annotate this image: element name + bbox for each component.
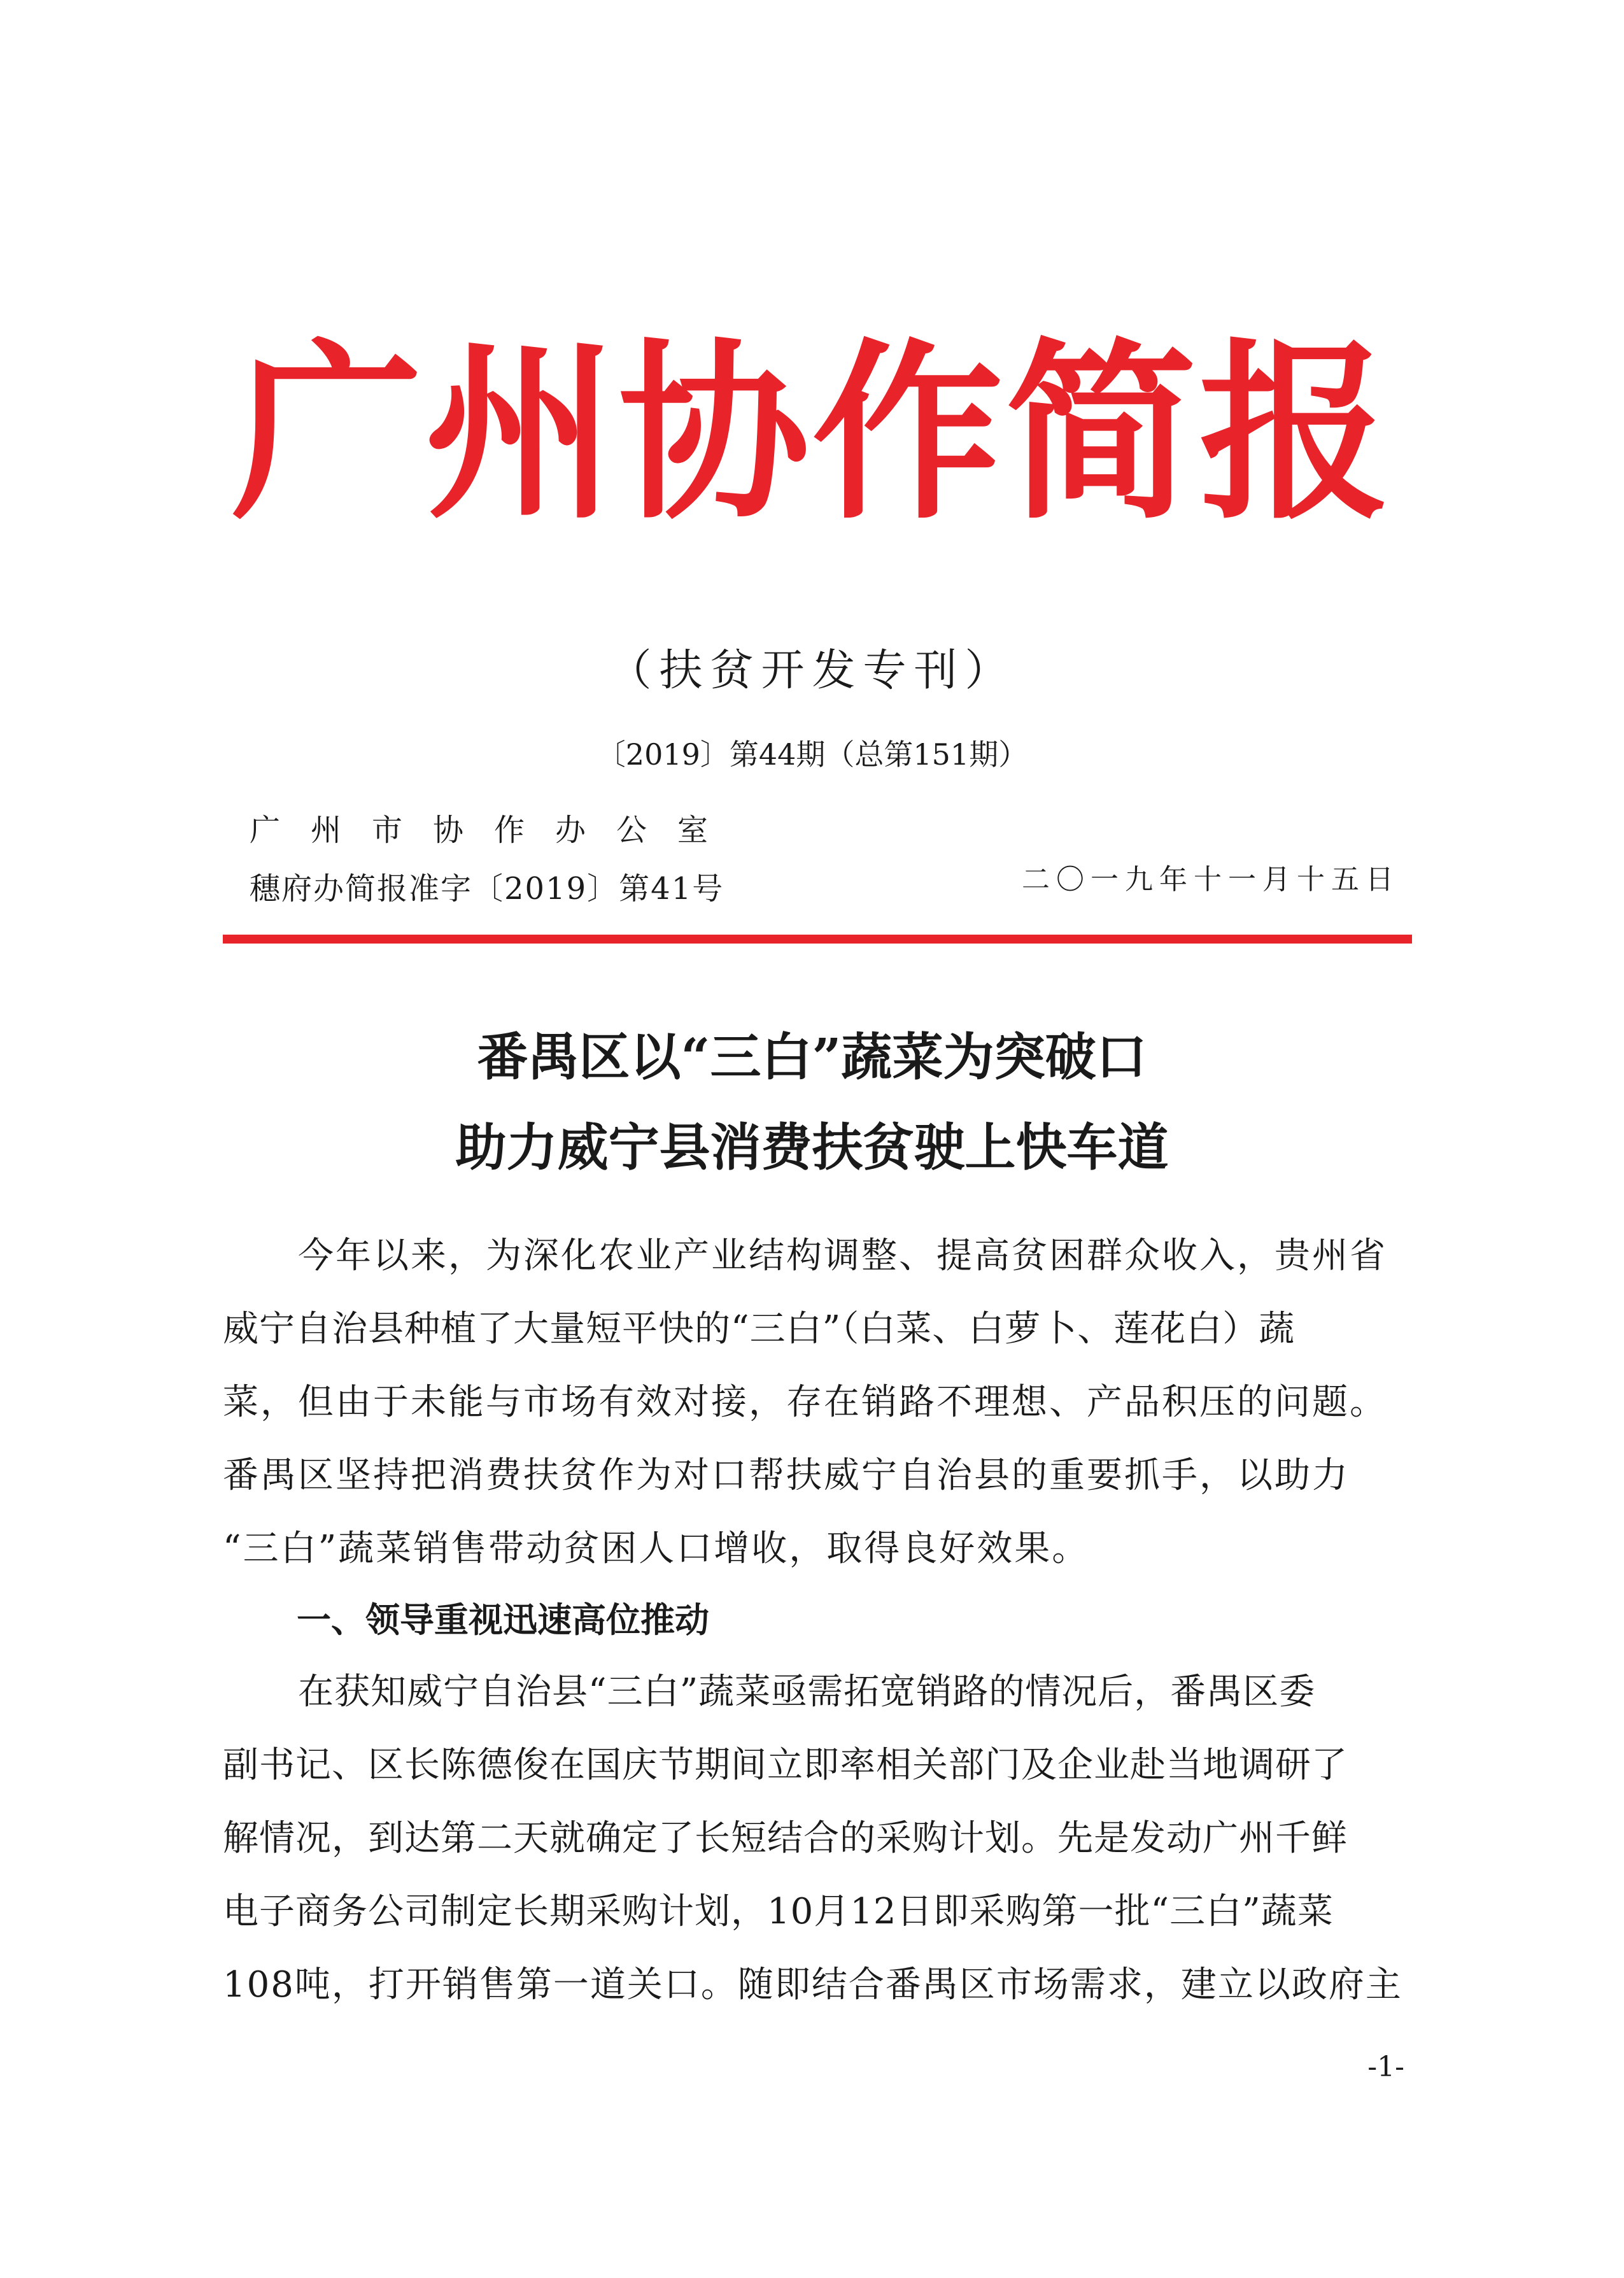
article-headline-line2: 助力威宁县消费扶贫驶上快车道 [455,1117,1169,1177]
paragraph1-line1: 今年以来，为深化农业产业结构调整、提高贫困群众收入，贵州省 [298,1235,1387,1277]
page-number: -1- [1367,2051,1404,2083]
issuing-office: 广州市协作办公室 [250,812,739,848]
paragraph2-line2: 副书记、区长陈德俊在国庆节期间立即率相关部门及企业赴当地调研了 [223,1744,1348,1786]
paragraph1-line3: 菜，但由于未能与市场有效对接，存在销路不理想、产品积压的问题。 [223,1382,1387,1423]
paragraph2-line1: 在获知威宁自治县“三白”蔬菜亟需拓宽销路的情况后，番禺区委 [298,1671,1316,1713]
paragraph2-line5: 108吨，打开销售第一道关口。随即结合番禺区市场需求，建立以政府主 [223,1964,1402,2006]
masthead-divider [223,935,1412,944]
special-issue-label: （扶贫开发专刊） [608,646,1016,696]
article-headline-line1: 番禺区以“三白”蔬菜为突破口 [477,1027,1147,1087]
section-heading-1: 一、领导重视迅速高位推动 [297,1600,709,1640]
masthead-title: 广州协作简报 [231,320,1393,545]
paragraph2-line3: 解情况，到达第二天就确定了长短结合的采购计划。先是发动广州千鲜 [223,1818,1348,1859]
paragraph1-line4: 番禺区坚持把消费扶贫作为对口帮扶威宁自治县的重要抓手，以助力 [223,1455,1350,1496]
permit-number: 穗府办简报准字〔2019〕第41号 [250,871,724,907]
issue-number: 〔2019〕第44期（总第151期） [596,737,1028,772]
paragraph2-line4: 电子商务公司制定长期采购计划，10月12日即采购第一批“三白”蔬菜 [223,1891,1334,1932]
issue-date: 二〇一九年十一月十五日 [1022,863,1400,896]
paragraph1-line5: “三白”蔬菜销售带动贫困人口增收，取得良好效果。 [223,1528,1090,1569]
paragraph1-line2: 威宁自治县种植了大量短平快的“三白”（白菜、白萝卜、莲花白）蔬 [223,1308,1296,1350]
